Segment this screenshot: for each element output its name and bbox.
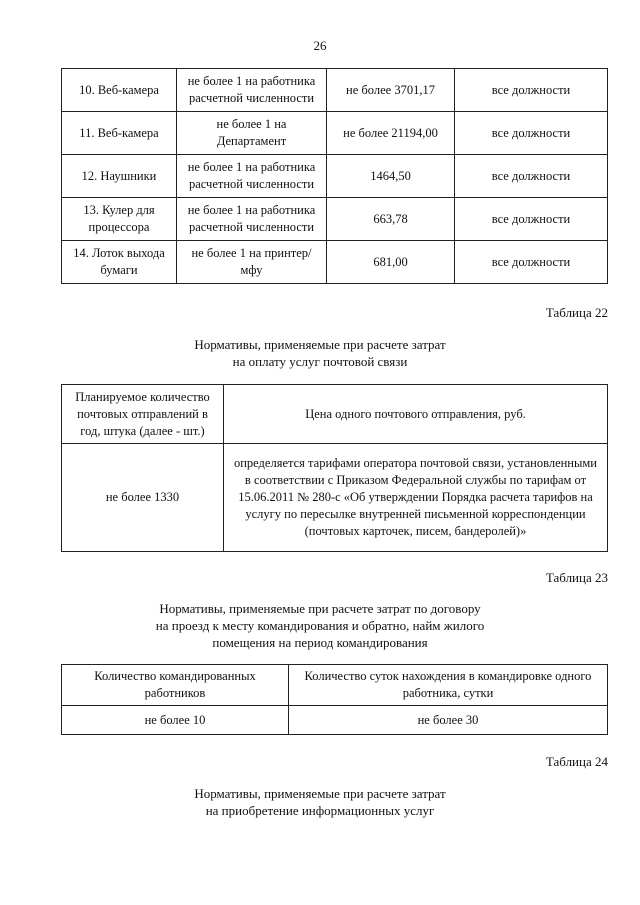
cell-quantity: не более 1 на принтер/мфу: [177, 241, 327, 284]
cell-positions: все должности: [455, 155, 608, 198]
cell-name: 11. Веб-камера: [62, 112, 177, 155]
cell-price: 681,00: [327, 241, 455, 284]
table-row: [62, 155, 608, 198]
table23-title-line1: Нормативы, применяемые при расчете затрат по договору: [159, 601, 481, 616]
cell-positions: все должности: [455, 112, 608, 155]
cell-price: не более 3701,17: [327, 69, 455, 112]
header-quantity: Планируемое количество почтовых отправлений в год, штука (далее - шт.): [62, 385, 224, 444]
cell-quantity: не более 1 на работника расчетной численности: [177, 155, 327, 198]
header-days: Количество суток нахождения в командировке одного работника, сутки: [289, 665, 608, 706]
header-workers: Количество командированных работников: [62, 665, 289, 706]
table-row: [62, 444, 608, 552]
table-header-row: [62, 665, 608, 706]
cell-quantity: не более 1 на Департамент: [177, 112, 327, 155]
cell-price: не более 21194,00: [327, 112, 455, 155]
cell-days: не более 30: [289, 706, 608, 735]
cell-price: определяется тарифами оператора почтовой связи, установленными в соответствии с Приказом Федеральной службы по тарифам от 15.06.2011 № 280-с «Об утверждении Порядка расчета тарифов на услугу по пересылке внутренней письменной корреспонденции (почтовых карточек, писем, бандеролей)»: [224, 444, 608, 552]
cell-name: 14. Лоток выхода бумаги: [62, 241, 177, 284]
table22-label: Таблица 22: [545, 305, 608, 320]
table23-title-line3: помещения на период командирования: [212, 635, 428, 650]
cell-workers: не более 10: [62, 706, 289, 735]
cell-positions: все должности: [455, 198, 608, 241]
cell-quantity: не более 1330: [62, 444, 224, 552]
table24-title-line2: на приобретение информационных услуг: [205, 803, 435, 818]
table24-title-line1: Нормативы, применяемые при расчете затрат: [194, 786, 446, 801]
equipment-table: [61, 68, 608, 284]
page-number: 26: [313, 38, 327, 53]
table-header-row: [62, 385, 608, 444]
cell-name: 12. Наушники: [62, 155, 177, 198]
cell-name: 10. Веб-камера: [62, 69, 177, 112]
cell-quantity: не более 1 на работника расчетной численности: [177, 69, 327, 112]
table-row: [62, 198, 608, 241]
table24-label: Таблица 24: [545, 754, 608, 769]
business-trip-table: [61, 664, 608, 735]
cell-positions: все должности: [455, 241, 608, 284]
table22-title-line1: Нормативы, применяемые при расчете затрат: [194, 337, 446, 352]
cell-positions: все должности: [455, 69, 608, 112]
table-row: [62, 241, 608, 284]
table23-title-line2: на проезд к месту командирования и обратно, найм жилого: [155, 618, 485, 633]
cell-quantity: не более 1 на работника расчетной численности: [177, 198, 327, 241]
table-row: [62, 706, 608, 735]
table-row: [62, 69, 608, 112]
cell-price: 663,78: [327, 198, 455, 241]
postal-table: [61, 384, 608, 552]
table23-label: Таблица 23: [545, 570, 608, 585]
table-row: [62, 112, 608, 155]
cell-name: 13. Кулер для процессора: [62, 198, 177, 241]
cell-price: 1464,50: [327, 155, 455, 198]
table22-title-line2: на оплату услуг почтовой связи: [232, 354, 408, 369]
header-price: Цена одного почтового отправления, руб.: [224, 385, 608, 444]
